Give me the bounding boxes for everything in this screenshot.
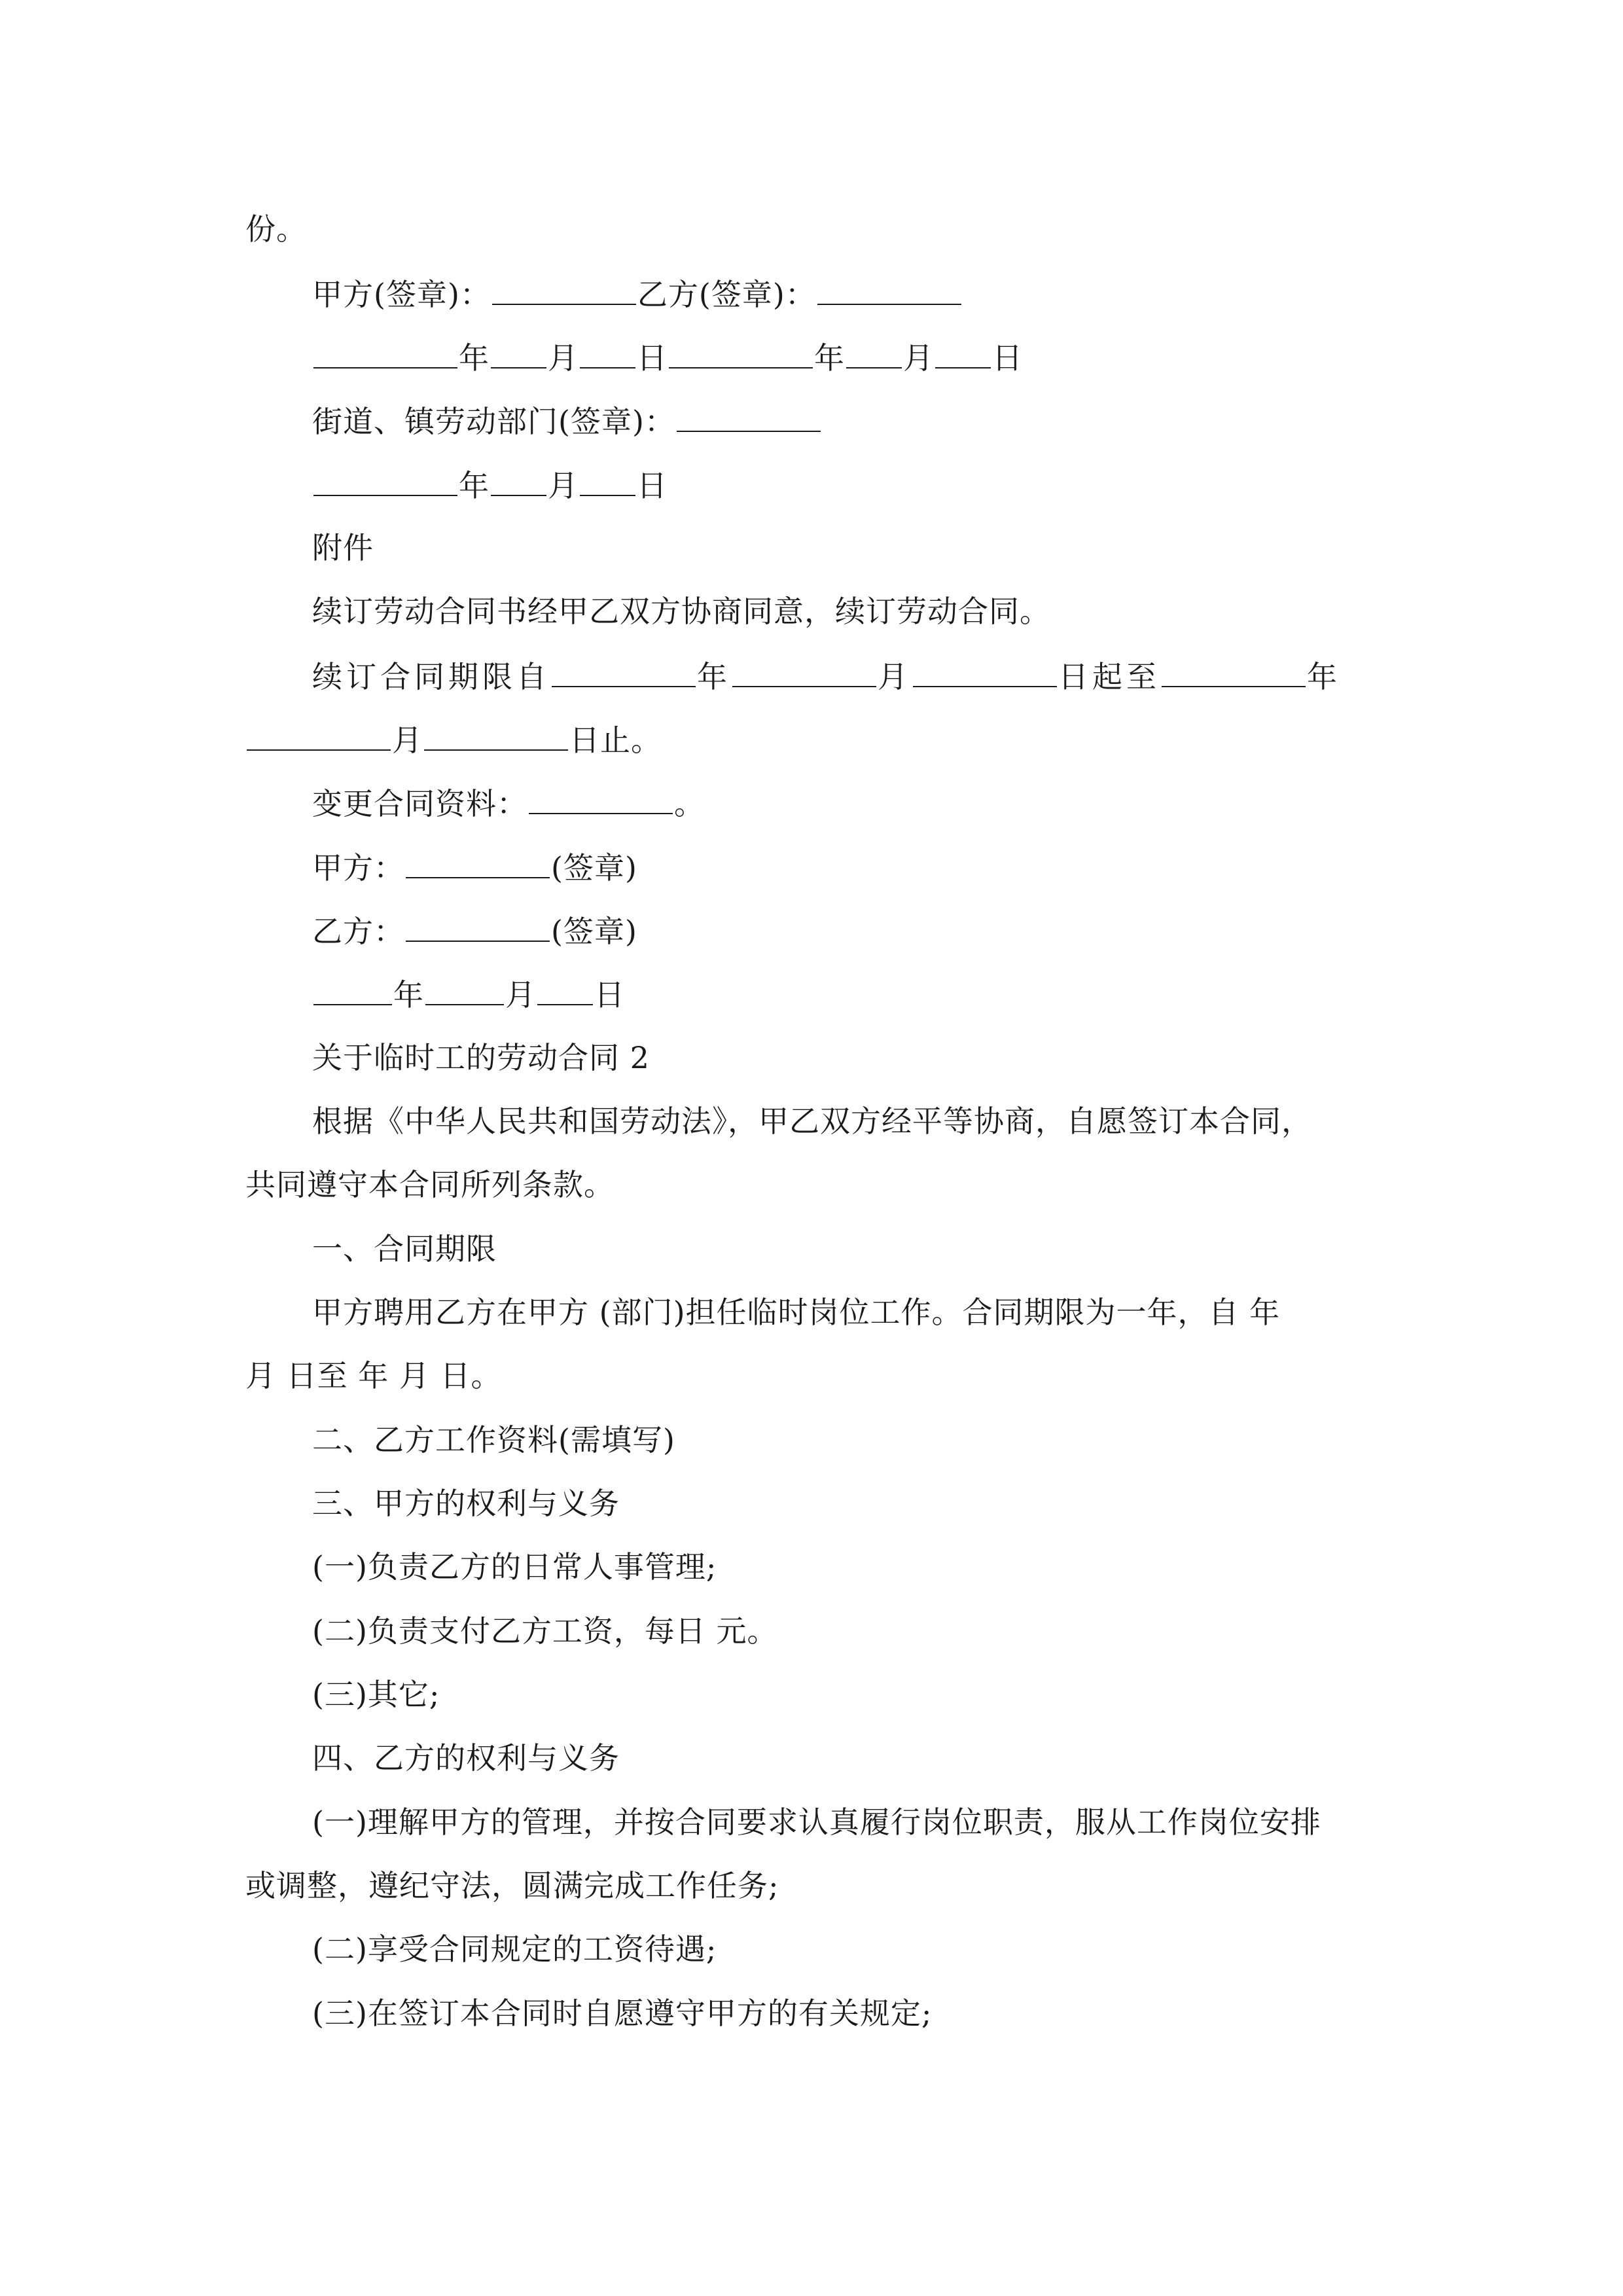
party-a-sign-line (312, 847, 1464, 886)
text-line (245, 1356, 1397, 1395)
signature-line-parties (312, 274, 1464, 313)
blank-underline (1162, 656, 1306, 687)
contract-title-text: 关于临时工的劳动合同 2 (312, 1040, 650, 1075)
day-end-label: 日止。 (569, 723, 662, 758)
blank-underline (491, 337, 546, 368)
blank-underline (580, 465, 635, 496)
paragraph-text: 根据《中华人民共和国劳动法》，甲乙双方经平等协商，自愿签订本合同， (312, 1103, 1312, 1139)
list-item-text: (一)负责乙方的日常人事管理; (312, 1549, 717, 1585)
seal-label: (签章) (551, 914, 637, 949)
blank-underline (846, 337, 902, 368)
labor-dept-signature-label: 街道、镇劳动部门(签章)： (312, 404, 675, 439)
blank-underline (424, 719, 568, 751)
day-from-to-label: 日起至 (1058, 659, 1160, 694)
day-label: 日 (992, 340, 1023, 376)
list-item-text: (一)理解甲方的管理，并按合同要求认真履行岗位职责，服从工作岗位安排 (312, 1804, 1321, 1840)
renewal-period-line-cont (245, 719, 1397, 759)
year-label: 年 (459, 468, 490, 503)
text-line (312, 1293, 1464, 1332)
blank-underline (677, 401, 821, 432)
renewal-statement: 续订劳动合同书经甲乙双方协商同意，续订劳动合同。 (312, 594, 1050, 629)
year-label: 年 (459, 340, 490, 376)
labor-dept-signature-line (312, 401, 1464, 440)
list-item-text-cont: 或调整，遵纪守法，圆满完成工作任务; (245, 1868, 779, 1903)
list-item-text: (二)享受合同规定的工资待遇; (312, 1931, 717, 1967)
blank-underline (913, 656, 1057, 687)
blank-underline (406, 910, 550, 942)
blank-underline (537, 974, 593, 1005)
year-label: 年 (697, 659, 731, 694)
date-line-parties (312, 337, 1464, 376)
list-item (312, 1994, 1464, 2033)
party-a-label: 甲方： (312, 850, 404, 886)
text-line (245, 1165, 1397, 1204)
change-contract-line (312, 783, 1464, 822)
blank-underline (669, 337, 813, 368)
blank-underline (580, 337, 635, 368)
blank-underline (492, 274, 636, 305)
section-heading (312, 1484, 1464, 1523)
paragraph-text: 甲方聘用乙方在甲方 (部门)担任临时岗位工作。合同期限为一年，自 年 (312, 1295, 1281, 1330)
date-line-labor-dept (312, 465, 1464, 504)
month-label: 月 (392, 723, 423, 758)
month-label: 月 (505, 977, 536, 1013)
year-label: 年 (814, 340, 845, 376)
list-item (312, 1803, 1464, 1842)
day-label: 日 (637, 468, 668, 503)
blank-underline (425, 974, 504, 1005)
contract-title (312, 1038, 1464, 1077)
text-line (245, 209, 1397, 249)
blank-underline (817, 274, 961, 305)
period-mark: 。 (674, 786, 705, 821)
blank-underline (247, 719, 391, 751)
month-label: 月 (903, 340, 934, 376)
paragraph-text: 月 日至 年 月 日。 (245, 1358, 502, 1393)
paragraph-text: 共同遵守本合同所列条款。 (245, 1167, 615, 1202)
day-label: 日 (637, 340, 668, 376)
section-heading (312, 1229, 1464, 1268)
attachment-label: 附件 (312, 530, 374, 565)
list-item-text: (二)负责支付乙方工资，每日 元。 (312, 1613, 778, 1649)
section-heading (312, 1420, 1464, 1460)
list-item (312, 1929, 1464, 1969)
month-label: 月 (878, 659, 912, 694)
list-item (312, 1611, 1464, 1651)
year-label: 年 (1307, 659, 1341, 694)
blank-underline (935, 337, 991, 368)
section-heading (312, 1738, 1464, 1778)
list-item (312, 1547, 1464, 1587)
list-item (312, 1675, 1464, 1714)
section-heading-text: 四、乙方的权利与义务 (312, 1740, 620, 1776)
blank-underline (732, 656, 876, 687)
renewal-period-line (312, 656, 1464, 695)
list-item-text: (三)其它; (312, 1677, 440, 1712)
year-label: 年 (393, 977, 424, 1013)
text-line (312, 592, 1464, 631)
blank-underline (313, 465, 457, 496)
month-label: 月 (548, 468, 579, 503)
blank-underline (313, 337, 457, 368)
party-b-sign-line (312, 910, 1464, 950)
renewal-period-label: 续订合同期限自 (312, 659, 550, 694)
list-item-text: (三)在签订本合同时自愿遵守甲方的有关规定; (312, 1996, 933, 2031)
section-heading-text: 二、乙方工作资料(需填写) (312, 1422, 675, 1458)
change-contract-label: 变更合同资料： (312, 786, 527, 821)
month-label: 月 (548, 340, 579, 376)
attachment-heading (312, 528, 1464, 567)
blank-underline (313, 974, 392, 1005)
seal-label: (签章) (551, 850, 637, 886)
section-heading-text: 一、合同期限 (312, 1231, 497, 1266)
party-b-label: 乙方： (312, 914, 404, 949)
party-b-signature-label: 乙方(签章)： (637, 277, 816, 312)
date-line-attachment (312, 974, 1464, 1013)
text-line (312, 1102, 1464, 1141)
party-a-signature-label: 甲方(签章)： (312, 277, 491, 312)
blank-underline (529, 783, 673, 814)
section-heading-text: 三、甲方的权利与义务 (312, 1486, 620, 1521)
blank-underline (406, 847, 550, 878)
text-fragment: 份。 (245, 211, 307, 247)
blank-underline (552, 656, 696, 687)
text-line (245, 1866, 1397, 1905)
day-label: 日 (594, 977, 625, 1013)
blank-underline (491, 465, 546, 496)
